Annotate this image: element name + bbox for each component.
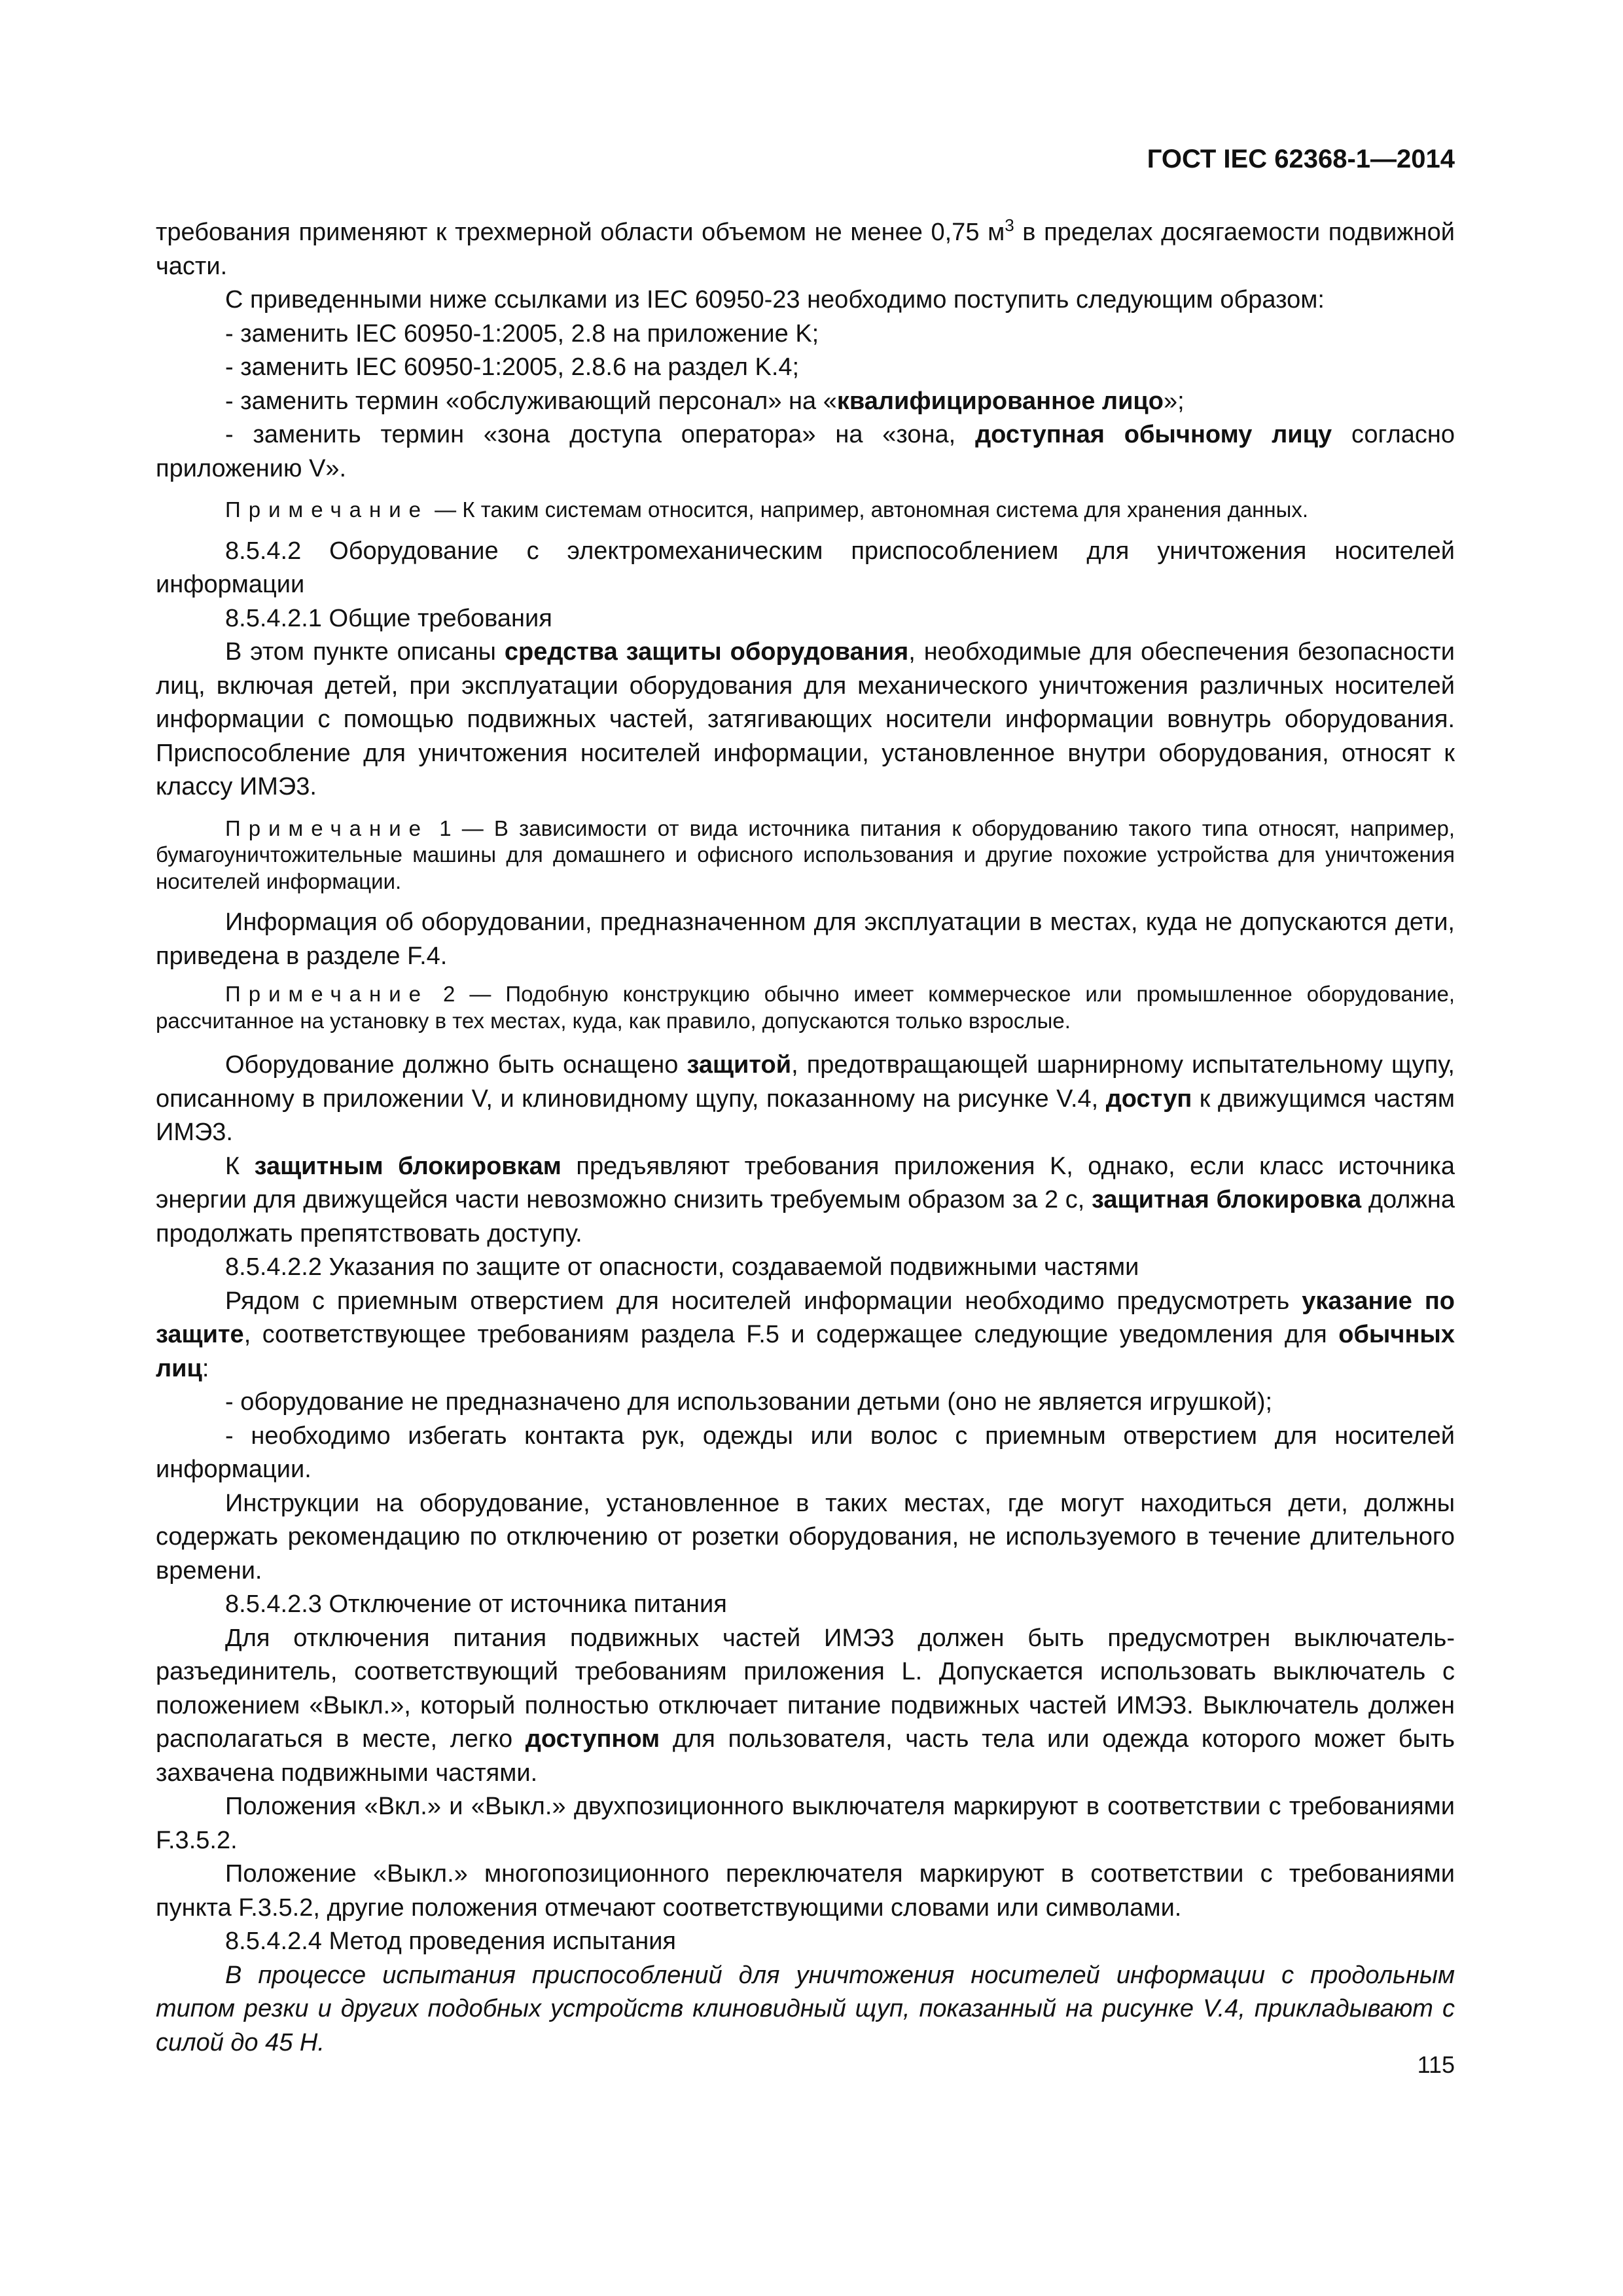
list-item: - заменить термин «зона доступа оператора» на «зона, доступная обычному лицу согласно приложению V». [156, 421, 1455, 482]
note-label: Примечание [225, 982, 429, 1006]
list-item: - оборудование не предназначено для использовании детьми (оно не является игрушкой); [225, 1388, 1273, 1416]
paragraph: Инструкции на оборудование, установленное в таких местах, где могут находиться дети, должны содержать рекомендацию по отключению от розетки оборудования, не используемого в течение длительного времени. [156, 1489, 1455, 1585]
paragraph: Рядом с приемным отверстием для носителей информации необходимо предусмотреть указание по защите, соответствующее требованиям раздела F.5 и содержащее следующие уведомления для обычных лиц: [156, 1287, 1455, 1382]
note: Примечание — К таким системам относится, например, автономная система для хранения данных. [225, 497, 1309, 522]
paragraph: требования применяют к трехмерной области объемом не менее 0,75 $м^3$ в пределах досягаемости подвижной части. [156, 215, 1455, 280]
note: Примечание 1 — В зависимости от вида источника питания к оборудованию такого типа относят, например, бумагоуничтожительные машины для домашнего и офисного использования и другие похожие устройства для уничтожения носителей информации. [156, 816, 1455, 893]
note: Примечание 2 — Подобную конструкцию обычно имеет коммерческое или промышленное оборудование, рассчитанное на установку в тех местах, куда, как правило, допускаются только взрослые. [156, 982, 1455, 1033]
paragraph: Положения «Вкл.» и «Выкл.» двухпозиционного выключателя маркируют в соответствии с требованиями F.3.5.2. [156, 1793, 1455, 1854]
section-heading: 8.5.4.2.2 Указания по защите от опасности, создаваемой подвижными частями [225, 1253, 1139, 1281]
list-item: - заменить термин «обслуживающий персонал» на «квалифицированное лицо»; [225, 387, 1185, 415]
page-number: 115 [1417, 2051, 1455, 2078]
list-item: - заменить IEC 60950-1:2005, 2.8.6 на раздел K.4; [225, 353, 800, 381]
list-item: - заменить IEC 60950-1:2005, 2.8 на приложение K; [225, 319, 819, 348]
section-heading: 8.5.4.2.1 Общие требования [225, 604, 552, 632]
paragraph: Положение «Выкл.» многопозиционного переключателя маркируют в соответствии с требованиями пункта F.3.5.2, другие положения отмечают соответствующими словами или символами. [156, 1860, 1455, 1922]
document-code-header: ГОСТ IEC 62368-1—2014 [1147, 145, 1455, 173]
section-heading: 8.5.4.2 Оборудование с электромеханическим приспособлением для уничтожения носителей информации [156, 537, 1455, 598]
page-body [156, 216, 1455, 2060]
section-heading: 8.5.4.2.3 Отключение от источника питания [225, 1590, 727, 1618]
note-label: Примечание [225, 816, 429, 840]
paragraph: С приведенными ниже ссылками из IEC 60950-23 необходимо поступить следующим образом: [225, 286, 1325, 314]
paragraph: К защитным блокировкам предъявляют требования приложения K, однако, если класс источника энергии для движущейся части невозможно снизить требуемым образом за 2 с, защитная блокировка должна продолжать препятствовать доступу. [156, 1152, 1455, 1247]
note-label: Примечание [225, 497, 429, 522]
paragraph: В этом пункте описаны средства защиты оборудования, необходимые для обеспечения безопасности лиц, включая детей, при эксплуатации оборудования для механического уничтожения различных носителей информации с помощью подвижных частей, затягивающих носители информации вовнутрь оборудования. Приспособление для уничтожения носителей информации, установленное внутри оборудования, относят к классу ИМЭ3. [156, 638, 1455, 800]
list-item: - необходимо избегать контакта рук, одежды или волос с приемным отверстием для носителей информации. [156, 1422, 1455, 1483]
paragraph: Оборудование должно быть оснащено защитой, предотвращающей шарнирному испытательному щупу, описанному в приложении V, и клиновидному щупу, показанному на рисунке V.4, доступ к движущимся частям ИМЭ3. [156, 1051, 1455, 1146]
section-heading: 8.5.4.2.4 Метод проведения испытания [225, 1928, 676, 1955]
paragraph: Информация об оборудовании, предназначенном для эксплуатации в местах, куда не допускаются дети, приведена в разделе F.4. [156, 908, 1455, 970]
test-method-paragraph: В процессе испытания приспособлений для уничтожения носителей информации с продольным типом резки и других подобных устройств клиновидный щуп, показанный на рисунке V.4, прикладывают с силой до 45 Н. [156, 1961, 1455, 2056]
paragraph: Для отключения питания подвижных частей ИМЭ3 должен быть предусмотрен выключатель-разъединитель, соответствующий требованиям приложения L. Допускается использовать выключатель с положением «Выкл.», который полностью отключает питание подвижных частей ИМЭ3. Выключатель должен располагаться в месте, легко доступном для пользователя, часть тела или одежда которого может быть захвачена подвижными частями. [156, 1624, 1455, 1787]
